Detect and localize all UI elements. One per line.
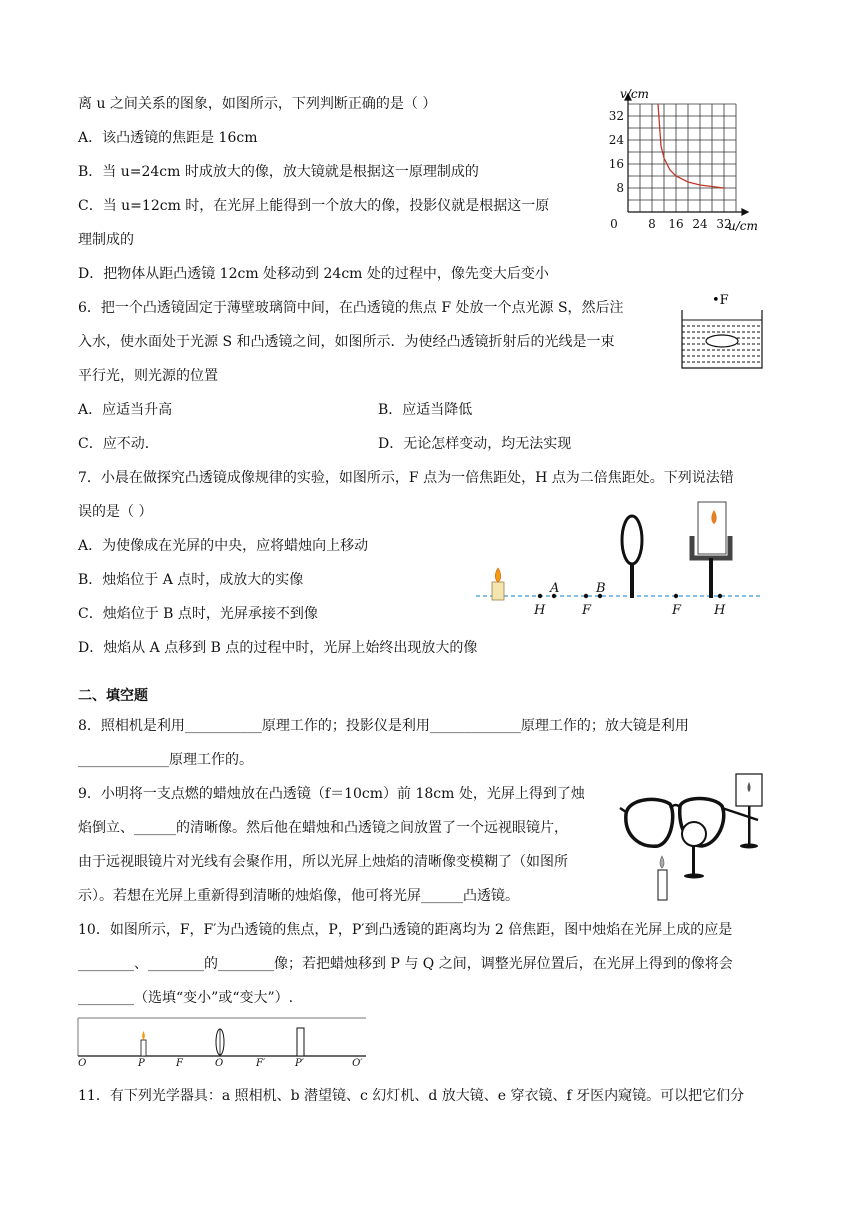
q10-line-2: ________、________的________像；若把蜡烛移到 P 与 Q 之间，调整光屏位置后，在光屏上得到的像将会 [78, 956, 733, 972]
x-tick-label: 8 [648, 217, 656, 231]
q7-option-b: B．烛焰位于 A 点时，成放大的实像 [78, 572, 304, 588]
q6-option-c: C．应不动． [78, 436, 159, 452]
q7-option-d: D．烛焰从 A 点移到 B 点的过程中时，光屏上始终出现放大的像 [78, 640, 478, 656]
glasses-experiment-figure [618, 768, 786, 906]
point-f2-label: F [672, 603, 682, 618]
light-screen-icon [297, 1028, 304, 1056]
x-tick-label: 16 [668, 217, 684, 231]
convex-lens-icon [622, 516, 642, 598]
q9-line-3: 由于远视眼镜片对光线有会聚作用，所以光屏上烛焰的清晰像变模糊了（如图所 [78, 854, 568, 870]
q7-line-2: 误的是（ ） [78, 504, 153, 520]
x-axis-arrow [742, 209, 748, 215]
q6-line-1: 6．把一个凸透镜固定于薄壁玻璃筒中间，在凸透镜的焦点 F 处放一个点光源 S，然后注 [78, 300, 624, 316]
q5-stem: 离 u 之间关系的图象，如图所示，下列判断正确的是（ ） [78, 96, 437, 112]
q8-line-1: 8．照相机是利用___________原理工作的；投影仪是利用_____________原理工作的；放大镜是利用 [78, 718, 689, 734]
axis-label-q: Q [78, 1058, 87, 1066]
q11-line-1: 11．有下列光学器具：a 照相机、b 潜望镜、c 幻灯机、d 放大镜、e 穿衣镜、f 牙医内窥镜。可以把它们分 [78, 1088, 745, 1104]
candle-icon [141, 1031, 146, 1056]
axis-label-f: F [176, 1058, 183, 1066]
light-screen-icon [692, 502, 730, 598]
screen-stand-icon [736, 774, 762, 849]
y-tick-label: 24 [608, 133, 624, 147]
point-a-label: A [550, 581, 560, 596]
lens-stand-icon [682, 822, 706, 879]
q7-option-c: C．烛焰位于 B 点时，光屏承接不到像 [78, 606, 318, 622]
q6-option-b: B．应适当降低 [378, 402, 473, 418]
glass-tube-figure [678, 290, 766, 372]
x-tick-label: 0 [610, 217, 618, 231]
q10-line-3: ________（选填“变小”或“变大”）. [78, 990, 294, 1006]
data-curve [658, 104, 724, 188]
q9-line-2: 焰倒立、______的清晰像。然后他在蜡烛和凸透镜之间放置了一个远视眼镜片， [78, 820, 568, 836]
q9-line-4: 示）。若想在光屏上重新得到清晰的烛焰像，他可将光屏______凸透镜。 [78, 888, 519, 904]
y-tick-label: 8 [616, 181, 624, 195]
candle-icon [658, 856, 667, 900]
q6-line-2: 入水，使水面处于光源 S 和凸透镜之间，如图所示．为使经凸透镜折射后的光线是一束 [78, 334, 615, 350]
q7-option-a: A．为使像成在光屏的中央，应将蜡烛向上移动 [78, 538, 369, 554]
point-b-label: B [596, 581, 606, 596]
y-tick-label: 32 [608, 109, 624, 123]
optical-bench-figure [472, 496, 764, 620]
x-tick-label: 32 [716, 217, 732, 231]
graph-axes [625, 94, 748, 215]
q5-option-d: D．把物体从距凸透镜 12cm 处移动到 24cm 处的过程中，像先变大后变小 [78, 266, 549, 282]
convex-lens-icon [216, 1029, 224, 1056]
point-h2-label: H [714, 603, 726, 618]
q5-option-a: A．该凸透镜的焦距是 16cm [78, 130, 258, 146]
candle-icon [492, 568, 504, 600]
point-h-label: H [534, 603, 546, 618]
q5-option-c-cont: 理制成的 [78, 232, 134, 248]
q7-line-1: 7．小晨在做探究凸透镜成像规律的实验，如图所示，F 点为一倍焦距处，H 点为二倍焦距处。下列说法错 [78, 470, 734, 486]
v-u-graph [592, 84, 762, 236]
q5-option-c: C．当 u=12cm 时，在光屏上能得到一个放大的像，投影仪就是根据这一原 [78, 198, 550, 214]
section-heading: 二、填空题 [78, 688, 148, 704]
lens-axis-figure [76, 1016, 368, 1066]
y-tick-label: 16 [608, 157, 624, 171]
q9-line-1: 9．小明将一支点燃的蜡烛放在凸透镜（f＝10cm）前 18cm 处，光屏上得到了烛 [78, 786, 585, 802]
axis-label-p: P [138, 1058, 145, 1066]
axis-label-o: O [215, 1058, 224, 1066]
point-f-label: F [582, 603, 592, 618]
q6-line-3: 平行光，则光源的位置 [78, 368, 218, 384]
axis-label-p-prime: P′ [295, 1058, 304, 1066]
x-axis-label: u/cm [728, 219, 758, 233]
graph-grid [628, 104, 736, 212]
q5-option-b: B．当 u=24cm 时成放大的像，放大镜就是根据这一原理制成的 [78, 164, 479, 180]
x-tick-label: 24 [692, 217, 708, 231]
q10-line-1: 10．如图所示，F，F′为凸透镜的焦点，P，P′到凸透镜的距离均为 2 倍焦距，图中烛焰在光屏上成的应是 [78, 922, 733, 938]
q8-line-2: _____________原理工作的。 [78, 752, 253, 768]
focus-label: •F [712, 293, 729, 308]
q6-option-a: A．应适当升高 [78, 402, 173, 418]
axis-label-q-prime: Q′ [352, 1058, 363, 1066]
axis-label-f-prime: F′ [256, 1058, 266, 1066]
lens-shape [706, 335, 738, 347]
q6-option-d: D．无论怎样变动，均无法实现 [378, 436, 572, 452]
y-axis-label: v/cm [620, 87, 649, 101]
